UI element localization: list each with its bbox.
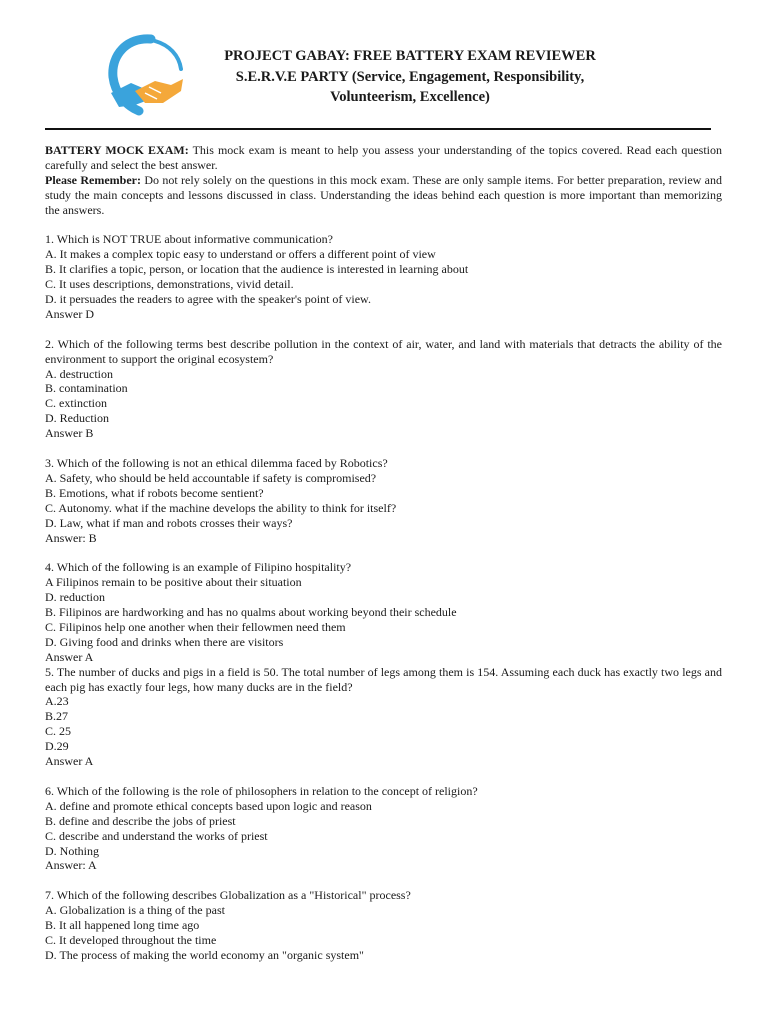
choice: A.23 bbox=[45, 694, 69, 709]
choice: A. Globalization is a thing of the past bbox=[45, 903, 225, 918]
answer: Answer: A bbox=[45, 858, 97, 873]
title-line-1: PROJECT GABAY: FREE BATTERY EXAM REVIEWER bbox=[224, 48, 596, 64]
answer: Answer B bbox=[45, 426, 94, 441]
choice: B.27 bbox=[45, 709, 69, 724]
choice: D. Giving food and drinks when there are visitors bbox=[45, 634, 284, 649]
hands-circle-logo-icon bbox=[105, 33, 187, 117]
question-block bbox=[45, 888, 722, 963]
question-block bbox=[45, 232, 722, 321]
question-stem: 6. Which of the following is the role of philosophers in relation to the concept of religion? bbox=[45, 783, 478, 798]
answer: Answer A bbox=[45, 754, 94, 769]
question-block bbox=[45, 560, 722, 664]
document-body bbox=[45, 143, 722, 963]
title-line-3: Volunteerism, Excellence) bbox=[330, 89, 490, 105]
choice: C. It developed throughout the time bbox=[45, 932, 217, 947]
choice: C. extinction bbox=[45, 396, 107, 411]
choice: C. Autonomy. what if the machine develops the ability to think for itself? bbox=[45, 500, 397, 515]
answer: Answer A bbox=[45, 649, 94, 664]
choice: C. describe and understand the works of priest bbox=[45, 828, 268, 843]
choice: A. It makes a complex topic easy to understand or offers a different point of view bbox=[45, 247, 436, 262]
choice: A Filipinos remain to be positive about their situation bbox=[45, 575, 302, 590]
question-stem: 3. Which of the following is not an ethical dilemma faced by Robotics? bbox=[45, 455, 388, 470]
question-block bbox=[45, 784, 722, 873]
question-block bbox=[45, 665, 722, 769]
choice: D. Nothing bbox=[45, 843, 99, 858]
choice: C. It uses descriptions, demonstrations, vivid detail. bbox=[45, 277, 294, 292]
choice: B. Filipinos are hardworking and has no qualms about working beyond their schedule bbox=[45, 605, 457, 620]
mock-exam-text: This mock exam is meant to help you assess your understanding of the topics covered. Read each question carefully and select the best answer. bbox=[45, 143, 722, 172]
choice: C. Filipinos help one another when their fellowmen need them bbox=[45, 619, 346, 634]
choice: D. it persuades the readers to agree with the speaker's point of view. bbox=[45, 292, 371, 307]
mock-exam-label: BATTERY MOCK EXAM: bbox=[45, 143, 189, 157]
remember-label: Please Remember: bbox=[45, 172, 141, 187]
question-stem: 5. The number of ducks and pigs in a field is 50. The total number of legs among them is 154. Assuming each duck has exactly two legs and each pig has exactly four legs, how many ducks are in the field? bbox=[45, 664, 722, 694]
choice: B. It clarifies a topic, person, or location that the audience is interested in learning about bbox=[45, 262, 469, 277]
remember-text: Do not rely solely on the questions in this mock exam. These are only sample items. For better preparation, review and study the main concepts and lessons discussed in class. Understanding the ideas behind each question is more important than memorizing the answers. bbox=[45, 172, 723, 217]
question-stem: 2. Which of the following terms best describe pollution in the context of air, water, and land with materials that detracts the ability of the environment to support the original ecosystem? bbox=[45, 336, 722, 366]
choice: B. define and describe the jobs of priest bbox=[45, 813, 236, 828]
question-block bbox=[45, 337, 722, 441]
choice: D.29 bbox=[45, 739, 69, 754]
choice: D. Reduction bbox=[45, 411, 109, 426]
intro-paragraph bbox=[45, 143, 722, 173]
choice: D. Law, what if man and robots crosses their ways? bbox=[45, 515, 293, 530]
title-line-2: S.E.R.V.E PARTY (Service, Engagement, Responsibility, bbox=[235, 68, 585, 85]
choice: A. Safety, who should be held accountable if safety is compromised? bbox=[45, 470, 377, 485]
choice: C. 25 bbox=[45, 724, 72, 739]
choice: B. contamination bbox=[45, 381, 128, 396]
answer: Answer D bbox=[45, 306, 94, 321]
question-block bbox=[45, 456, 722, 545]
remember-paragraph bbox=[45, 173, 722, 218]
document-title bbox=[190, 46, 630, 108]
question-stem: 1. Which is NOT TRUE about informative communication? bbox=[45, 232, 333, 247]
header-divider bbox=[45, 128, 711, 130]
choice: A. define and promote ethical concepts based upon logic and reason bbox=[45, 798, 372, 813]
choice: A. destruction bbox=[45, 366, 113, 381]
choice: D. reduction bbox=[45, 590, 105, 605]
choice: B. It all happened long time ago bbox=[45, 918, 200, 933]
choice: D. The process of making the world economy an "organic system" bbox=[45, 947, 364, 962]
answer: Answer: B bbox=[45, 530, 97, 545]
choice: B. Emotions, what if robots become sentient? bbox=[45, 485, 264, 500]
question-stem: 4. Which of the following is an example of Filipino hospitality? bbox=[45, 560, 352, 575]
question-stem: 7. Which of the following describes Globalization as a "Historical" process? bbox=[45, 888, 411, 903]
